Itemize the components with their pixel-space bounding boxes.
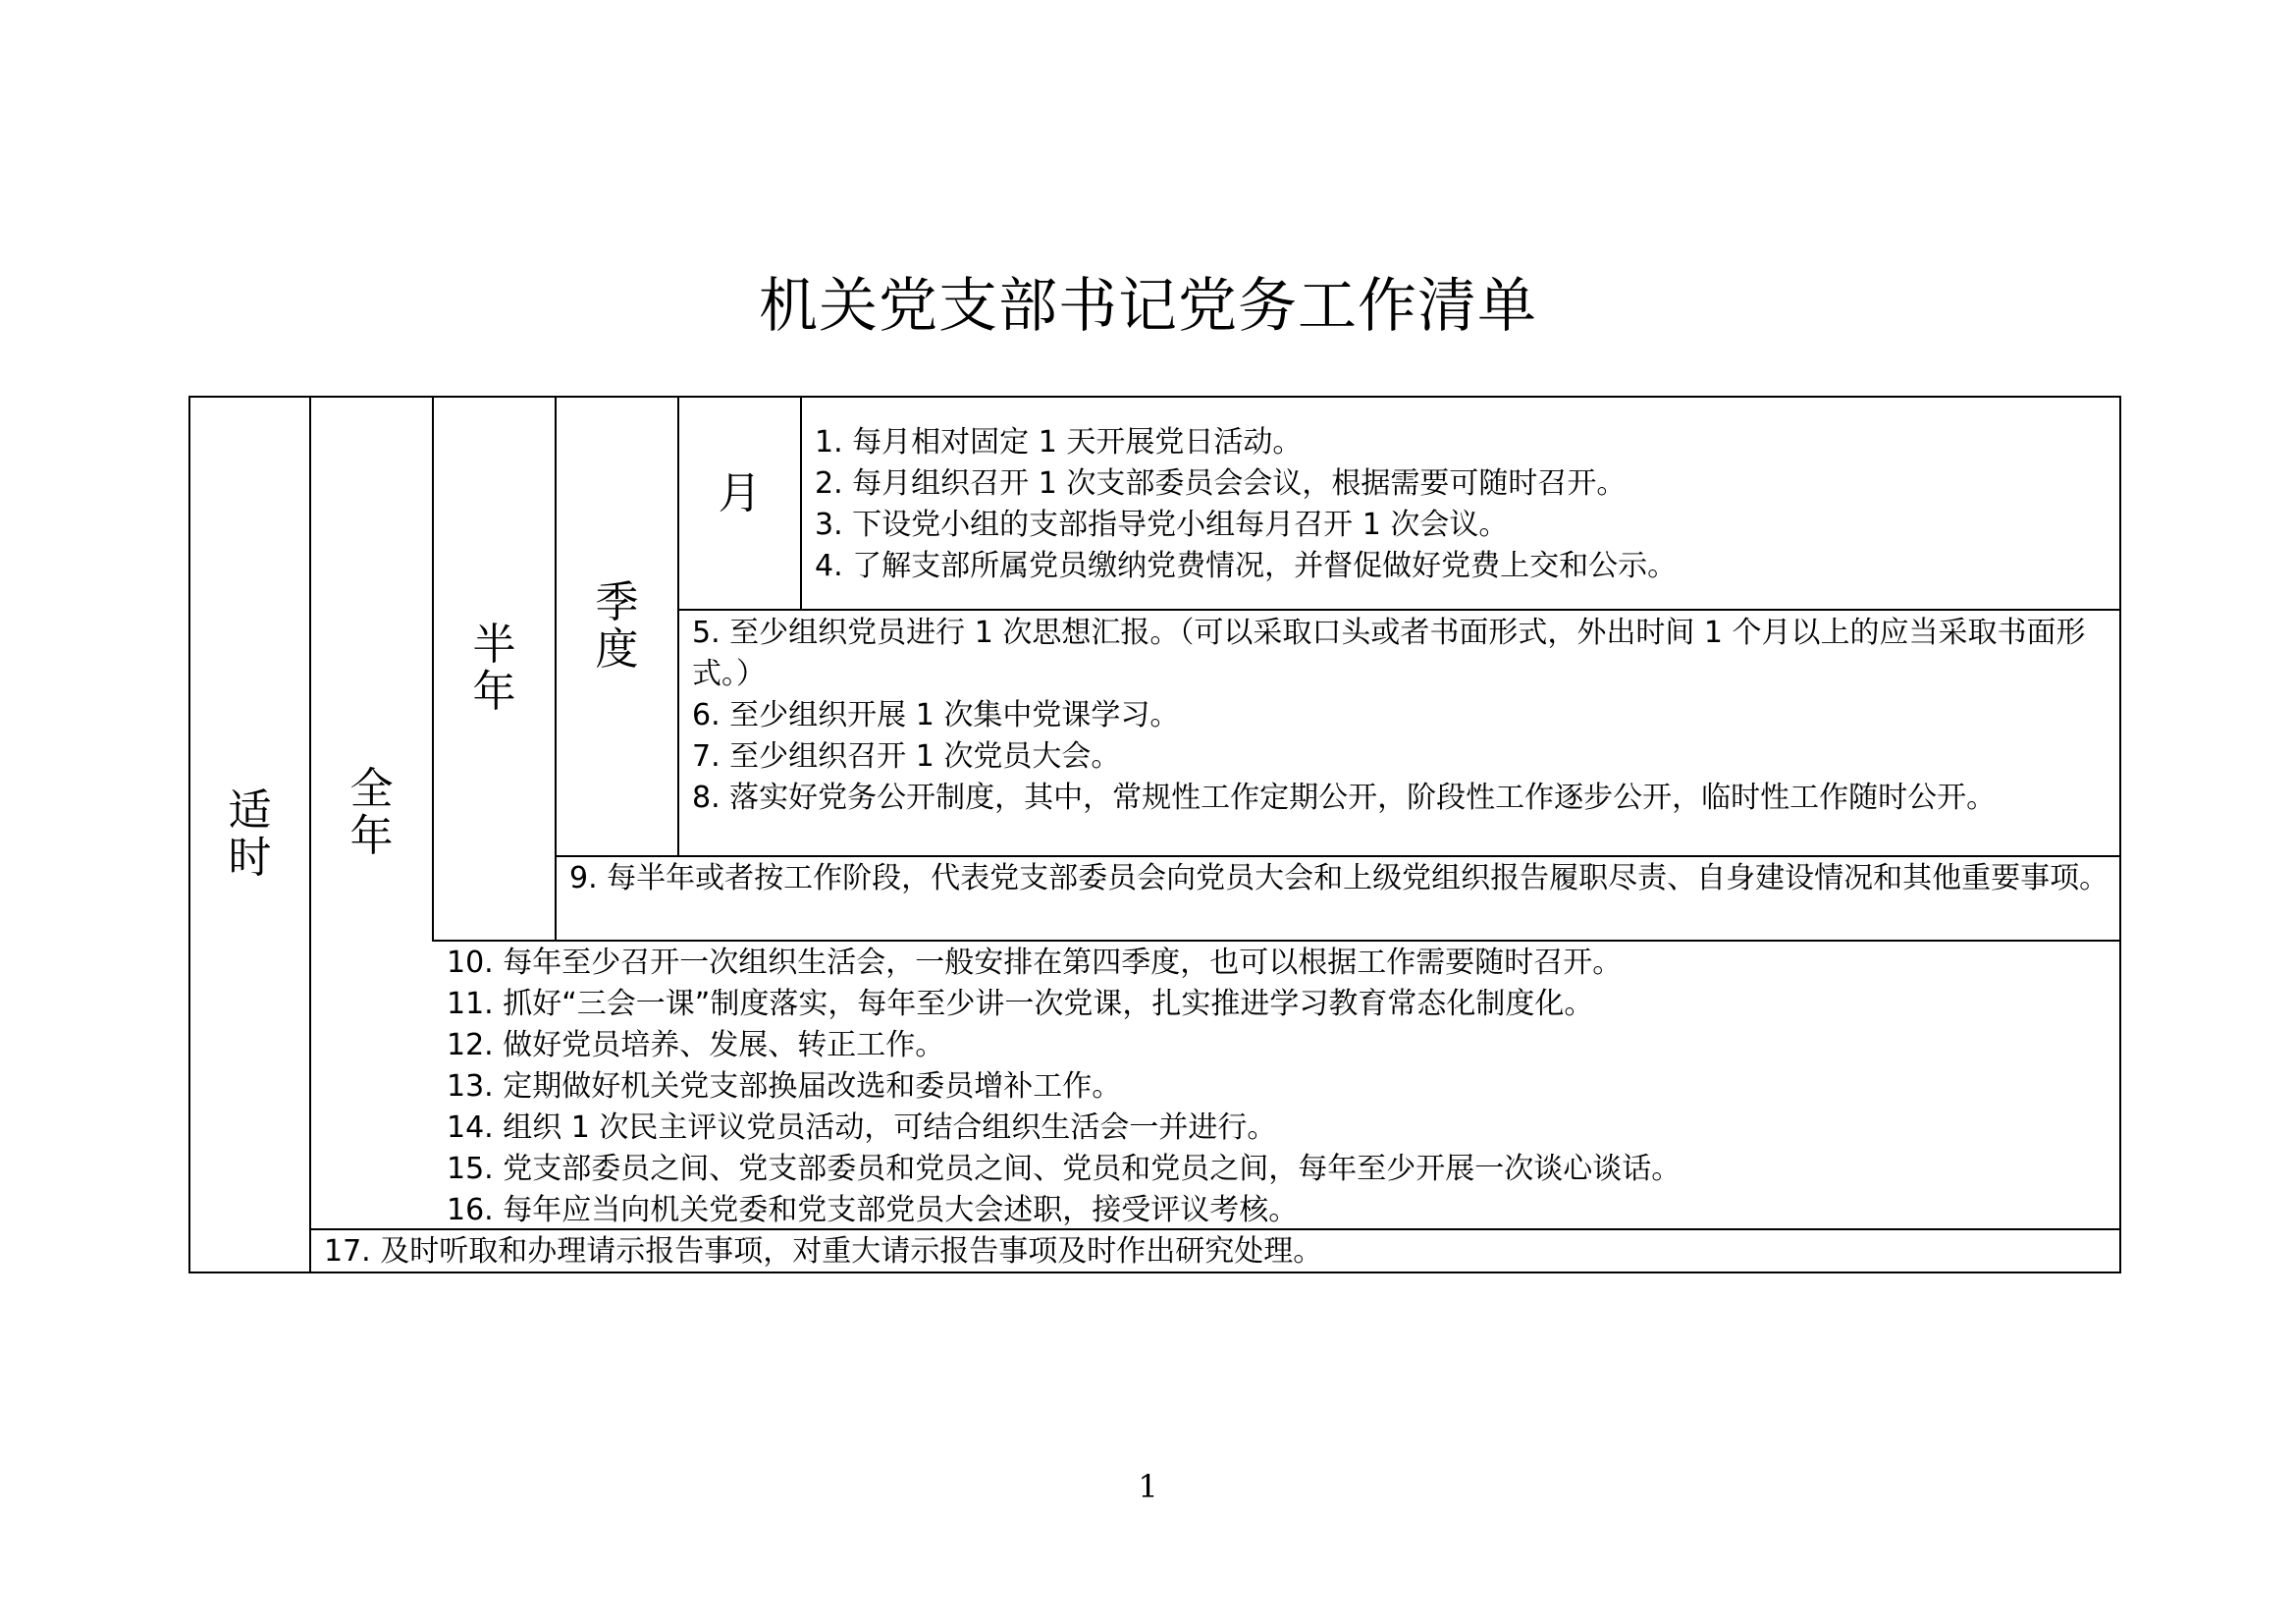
list-item: 5. 至少组织党员进行 1 次思想汇报。（可以采取口头或者书面形式，外出时间 1 个月以上的应当采取书面形式。） xyxy=(692,616,2086,691)
divider-month-row xyxy=(677,609,2121,611)
period-label-quarter: 季度 xyxy=(595,577,639,675)
yearly-task-list xyxy=(447,943,2111,1231)
list-item: 13. 定期做好机关党支部换届改选和委员增补工作。 xyxy=(447,1069,1122,1104)
divider-month-column xyxy=(800,396,802,611)
list-item: 3. 下设党小组的支部指导党小组每月召开 1 次会议。 xyxy=(815,508,1509,542)
list-item: 14. 组织 1 次民主评议党员活动，可结合组织生活会一并进行。 xyxy=(447,1110,1277,1145)
quarterly-task-list xyxy=(692,613,2111,819)
list-item: 2. 每月组织召开 1 次支部委员会会议，根据需要可随时召开。 xyxy=(815,466,1627,501)
list-item: 10. 每年至少召开一次组织生活会，一般安排在第四季度，也可以根据工作需要随时召开。 xyxy=(447,946,1623,980)
period-label-half-year: 半年 xyxy=(472,620,516,717)
document-title: 机关党支部书记党务工作清单 xyxy=(759,272,1537,341)
list-item: 9. 每半年或者按工作阶段，代表党支部委员会向党员大会和上级党组织报告履职尽责、自身建设情况和其他重要事项。 xyxy=(569,861,2109,895)
as-needed-task-list xyxy=(324,1231,2111,1272)
list-item: 1. 每月相对固定 1 天开展党日活动。 xyxy=(815,425,1303,460)
divider-quarter-row xyxy=(555,855,2121,857)
monthly-task-list xyxy=(815,422,2110,587)
list-item: 11. 抓好“三会一课”制度落实，每年至少讲一次党课，扎实推进学习教育常态化制度化。 xyxy=(447,987,1594,1021)
period-label-full-year: 全年 xyxy=(349,764,394,861)
list-item: 7. 至少组织召开 1 次党员大会。 xyxy=(692,739,1121,774)
page-number: 1 xyxy=(1138,1468,1158,1505)
list-item: 17. 及时听取和办理请示报告事项，对重大请示报告事项及时作出研究处理。 xyxy=(324,1234,1323,1269)
list-item: 15. 党支部委员之间、党支部委员和党员之间、党员和党员之间，每年至少开展一次谈心谈话。 xyxy=(447,1152,1682,1186)
list-item: 16. 每年应当向机关党委和党支部党员大会述职，接受评议考核。 xyxy=(447,1193,1299,1227)
list-item: 8. 落实好党务公开制度，其中，常规性工作定期公开，阶段性工作逐步公开，临时性工作随时公开。 xyxy=(692,781,1997,815)
list-item: 4. 了解支部所属党员缴纳党费情况，并督促做好党费上交和公示。 xyxy=(815,549,1678,583)
list-item: 6. 至少组织开展 1 次集中党课学习。 xyxy=(692,698,1180,732)
period-label-month: 月 xyxy=(718,467,762,518)
half-yearly-task-list xyxy=(569,858,2111,899)
period-label-as-needed: 适时 xyxy=(228,785,272,883)
list-item: 12. 做好党员培养、发展、转正工作。 xyxy=(447,1028,945,1062)
divider-half-year-row xyxy=(432,940,2121,942)
